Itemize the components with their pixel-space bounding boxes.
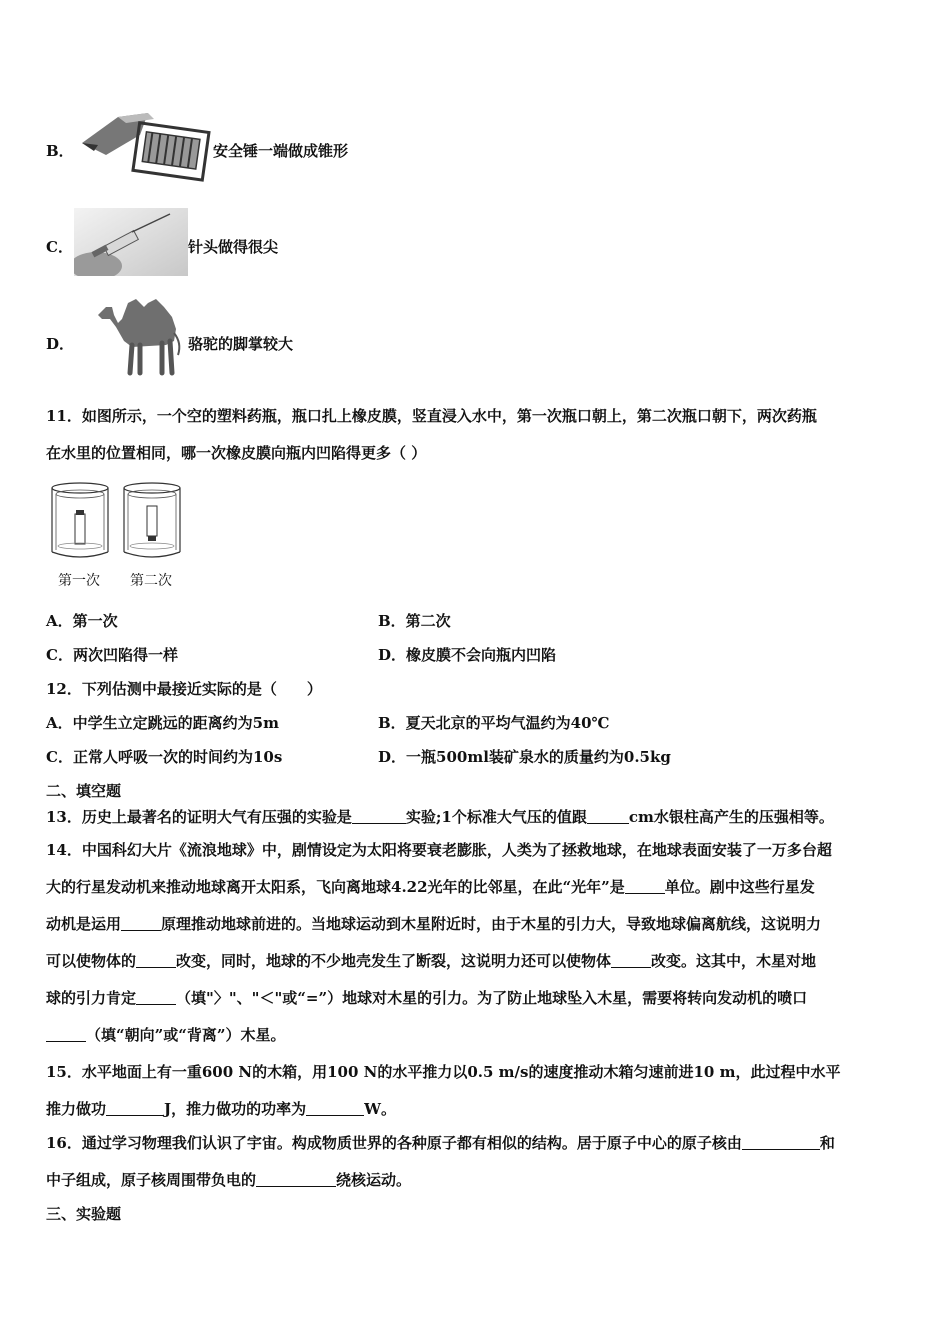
q16-line2-b: 绕核运动。 (336, 1171, 412, 1189)
q13-part3: cm水银柱高产生的压强相等。 (628, 808, 834, 826)
q14-line2 (46, 876, 815, 897)
q11-stem-line2: 在水里的位置相同，哪一次橡皮膜向瓶内凹陷得更多（ ） (46, 444, 427, 462)
q14-line5-a: 球的引力肯定 (46, 989, 137, 1007)
section-experiment-title: 三、实验题 (46, 1205, 122, 1223)
q15-line2-b: J，推力做功的功率为 (164, 1100, 307, 1118)
q16-line1-b: 和 (819, 1134, 835, 1152)
q12-option-a: A．中学生立定跳远的距离约为5m (46, 714, 279, 732)
q16-blank-1 (742, 1135, 820, 1150)
q13-part1: 13．历史上最著名的证明大气有压强的实验是 (46, 808, 352, 826)
figure-label-second: 第二次 (130, 573, 172, 589)
q13-blank-2 (587, 809, 629, 824)
q15-line2-a: 推力做功 (46, 1100, 107, 1118)
q14-line5 (46, 987, 807, 1008)
q14-line3 (46, 913, 821, 934)
q14-line4-a: 可以使物体的 (46, 952, 137, 970)
q11-option-b: B．第二次 (378, 612, 451, 630)
q12-option-c: C．正常人呼吸一次的时间约为10s (46, 748, 283, 766)
q16-line1 (46, 1132, 835, 1153)
q14-line5-b: （填"〉"、"＜"或“=”）地球对木星的引力。为了防止地球坠入木星，需要将转向发动机的喷口 (176, 989, 808, 1007)
q13-part2: 实验;1个标准大气压的值跟 (405, 808, 587, 826)
q14-line6-b: （填“朝向”或“背离”）木星。 (86, 1026, 286, 1044)
q14-line6 (46, 1024, 286, 1045)
safety-hammer-image (78, 105, 212, 187)
q16-line2-a: 中子组成，原子核周围带负电的 (46, 1171, 257, 1189)
q15-blank-2 (306, 1101, 364, 1116)
syringe-image (74, 208, 188, 276)
option-b-letter: B． (46, 142, 74, 160)
q15-blank-1 (106, 1101, 164, 1116)
q14-line2-b: 单位。剧中这些行星发 (664, 878, 815, 896)
section-fill-in-title: 二、填空题 (46, 782, 122, 800)
q15-line2-c: W。 (364, 1100, 396, 1118)
q11-option-d: D．橡皮膜不会向瓶内凹陷 (378, 646, 557, 664)
option-b-text: 安全锤一端做成锥形 (213, 142, 349, 160)
q14-blank-4 (611, 953, 651, 968)
q11-option-c: C．两次凹陷得一样 (46, 646, 178, 664)
q14-blank-2 (121, 916, 161, 931)
q14-blank-1 (625, 879, 665, 894)
q14-line4-b: 改变，同时，地球的不少地壳发生了断裂，这说明力还可以使物体 (176, 952, 612, 970)
q15-line1: 15．水平地面上有一重600 N的木箱，用100 N的水平推力以0.5 m/s的速度推动木箱匀速前进10 m，此过程中水平 (46, 1063, 841, 1081)
q14-blank-6 (46, 1027, 86, 1042)
q14-line2-a: 大的行星发动机来推动地球离开太阳系，飞向离地球4.22光年的比邻星，在此“光年”是 (46, 878, 625, 896)
q12-option-b: B．夏天北京的平均气温约为40℃ (378, 714, 610, 732)
q13-line (46, 806, 834, 827)
option-c-letter: C． (46, 238, 73, 256)
q14-line3-b: 原理推动地球前进的。当地球运动到木星附近时，由于木星的引力大，导致地球偏离航线，这说明力 (161, 915, 822, 933)
q11-option-a: A．第一次 (46, 612, 118, 630)
q13-blank-1 (352, 809, 406, 824)
q11-stem-line1: 11．如图所示，一个空的塑料药瓶，瓶口扎上橡皮膜，竖直浸入水中，第一次瓶口朝上，第二次瓶口朝下，两次药瓶 (46, 407, 817, 425)
q12-stem: 12．下列估测中最接近实际的是（ ） (46, 680, 322, 698)
option-c-text: 针头做得很尖 (188, 238, 279, 256)
q14-line4 (46, 950, 816, 971)
q16-line1-a: 16．通过学习物理我们认识了宇宙。构成物质世界的各种原子都有相似的结构。居于原子中心的原子核由 (46, 1134, 742, 1152)
q14-blank-3 (136, 953, 176, 968)
q16-blank-2 (256, 1172, 336, 1187)
q16-line2 (46, 1169, 411, 1190)
figure-label-first: 第一次 (58, 573, 100, 589)
bottle-in-water-figure (48, 480, 188, 564)
option-d-text: 骆驼的脚掌较大 (188, 335, 294, 353)
option-d-letter: D． (46, 335, 75, 353)
q14-line1: 14．中国科幻大片《流浪地球》中，剧情设定为太阳将要衰老膨胀，人类为了拯救地球，在地球表面安装了一万多台超 (46, 841, 832, 859)
q14-line3-a: 动机是运用 (46, 915, 122, 933)
camel-image (92, 293, 188, 377)
q14-blank-5 (136, 990, 176, 1005)
q12-option-d: D．一瓶500ml装矿泉水的质量约为0.5kg (378, 748, 671, 766)
q15-line2 (46, 1098, 396, 1119)
q14-line4-c: 改变。这其中，木星对地 (651, 952, 817, 970)
